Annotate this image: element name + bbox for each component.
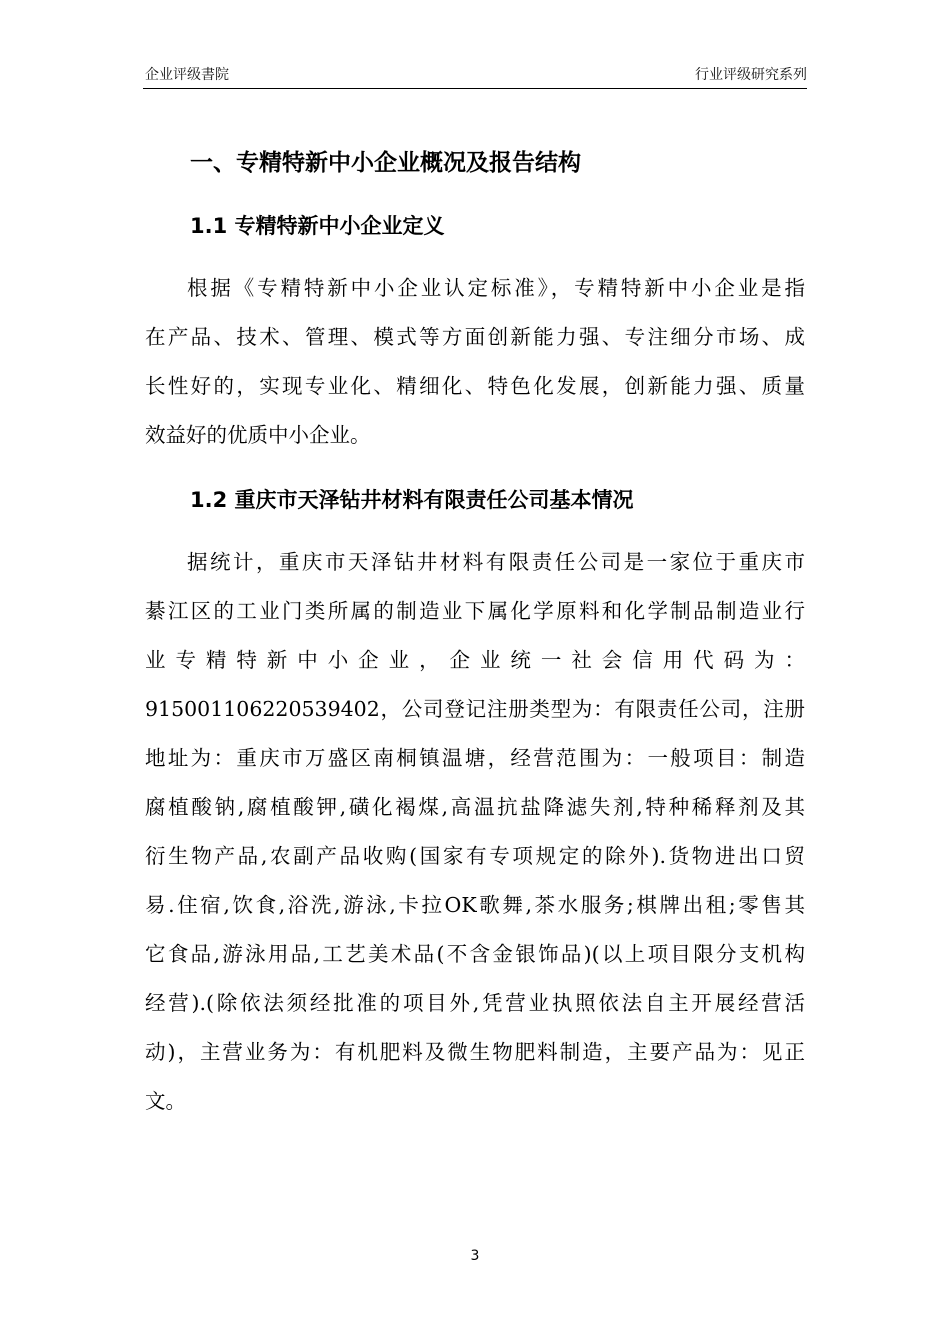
- paragraph-line: 文。: [145, 1089, 186, 1113]
- paragraph-line: 在产品、技术、管理、模式等方面创新能力强、专注细分市场、成: [145, 325, 805, 349]
- paragraph-line: 业专精特新中小企业，企业统一社会信用代码为：: [145, 648, 805, 672]
- subsection-title-definition: 1.1 专精特新中小企业定义: [190, 214, 445, 238]
- paragraph-line: 根据《专精特新中小企业认定标准》，专精特新中小企业是指: [187, 276, 805, 300]
- paragraph-line: 衍生物产品,农副产品收购(国家有专项规定的除外).货物进出口贸: [145, 844, 805, 868]
- paragraph-line: 腐植酸钠,腐植酸钾,磺化褐煤,高温抗盐降滤失剂,特种稀释剂及其: [145, 795, 805, 819]
- header-left-text: 企业评级書院: [145, 67, 229, 83]
- header-right-text: 行业评级研究系列: [695, 67, 807, 83]
- paragraph-line: 动)，主营业务为：有机肥料及微生物肥料制造，主要产品为：见正: [145, 1040, 805, 1064]
- paragraph-line: 地址为：重庆市万盛区南桐镇温塘，经营范围为：一般项目：制造: [145, 746, 805, 770]
- paragraph-line: 綦江区的工业门类所属的制造业下属化学原料和化学制品制造业行: [145, 599, 805, 623]
- page-number: 3: [470, 1248, 480, 1264]
- section-title: 一、专精特新中小企业概况及报告结构: [190, 150, 581, 176]
- paragraph-line: 915001106220539402，公司登记注册类型为：有限责任公司，注册: [145, 697, 805, 721]
- paragraph-line: 效益好的优质中小企业。: [145, 423, 371, 447]
- paragraph-line: 它食品,游泳用品,工艺美术品(不含金银饰品)(以上项目限分支机构: [145, 942, 805, 966]
- header-divider: [143, 88, 807, 89]
- paragraph-line: 经营).(除依法须经批准的项目外,凭营业执照依法自主开展经营活: [145, 991, 805, 1015]
- paragraph-line: 长性好的，实现专业化、精细化、特色化发展，创新能力强、质量: [145, 374, 805, 398]
- paragraph-line: 易.住宿,饮食,浴洗,游泳,卡拉OK歌舞,茶水服务;棋牌出租;零售其: [145, 893, 805, 917]
- subsection-title-company: 1.2 重庆市天泽钻井材料有限责任公司基本情况: [190, 488, 634, 512]
- paragraph-line: 据统计，重庆市天泽钻井材料有限责任公司是一家位于重庆市: [187, 550, 805, 574]
